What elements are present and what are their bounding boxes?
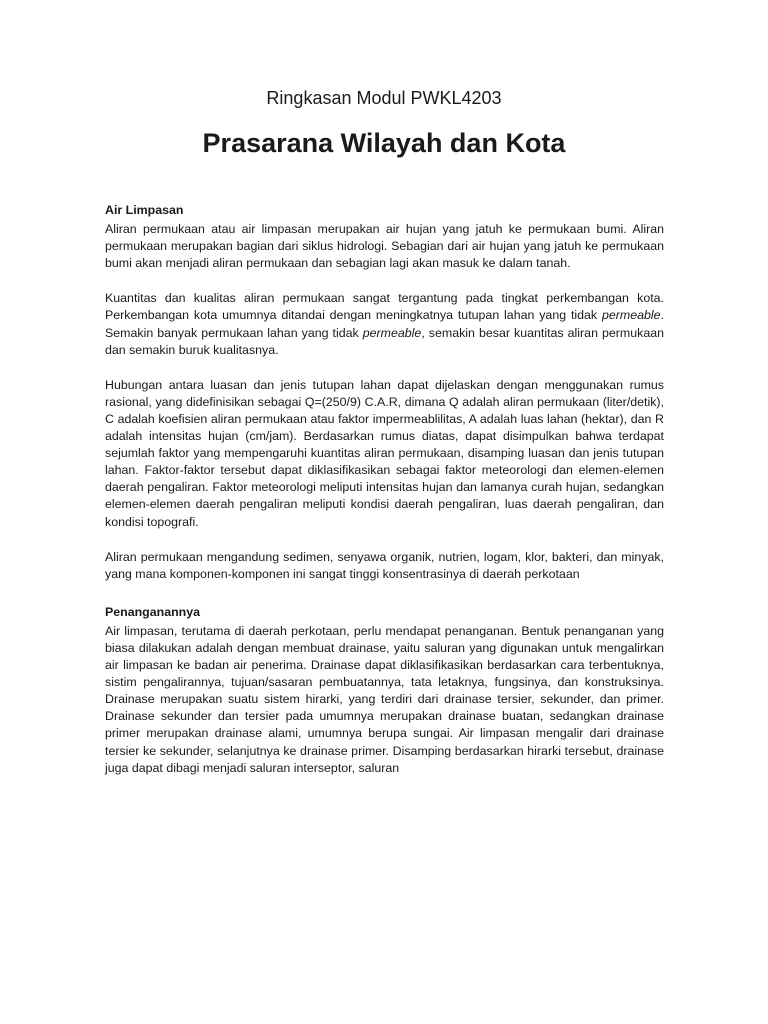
paragraph-3: Hubungan antara luasan dan jenis tutupan lahan dapat dijelaskan dengan menggunakan rumus rasional, yang didefinisikan sebagai Q=(250/9) C.A.R, dimana Q adalah aliran permukaan (liter/detik), C adalah koefisien aliran permukaan atau faktor impermeablilitas, A adalah luas lahan (hektar), dan R adalah intensitas hujan (cm/jam). Berdasarkan rumus diatas, dapat disimpulkan bahwa terdapat sejumlah faktor yang mempengaruhi kuantitas aliran permukaan, disamping luasan dan jenis tutupan lahan. Faktor-faktor tersebut dapat diklasifikasikan sebagai faktor meteorologi dan elemen-elemen daerah pengaliran. Faktor meteorologi meliputi intensitas hujan dan lamanya curah hujan, sedangkan elemen-elemen daerah pengaliran meliputi kondisi daerah pengaliran, luas daerah pengaliran, dan kondisi topografi. (105, 377, 664, 529)
section-heading-air-limpasan: Air Limpasan (105, 203, 184, 217)
paragraph-2-text-c: , semakin besar kuantitas aliran permukaan dan semakin buruk kualitasnya. (105, 325, 664, 357)
paragraph-2 (105, 290, 664, 358)
paragraph-2-italic-a: permeable (601, 308, 661, 323)
paragraph-5: Air limpasan, terutama di daerah perkotaan, perlu mendapat penanganan. Bentuk penanganan yang biasa dilakukan adalah dengan membuat drainase, yaitu saluran yang digunakan untuk mengalirkan air limpasan ke badan air penerima. Drainase dapat diklasifikasikan berdasarkan cara terbentuknya, sistim pengalirannya, tujuan/sasaran pembuatannya, tata letaknya, fungsinya, dan konstruksinya. Drainase merupakan suatu sistem hirarki, yang terdiri dari drainase tersier, sekunder, dan primer. Drainase sekunder dan tersier pada umumnya merupakan drainase buatan, sedangkan drainase primer merupakan drainase alami, umumnya berupa sungai. Air limpasan mengalir dari drainase tersier ke sekunder, selanjutnya ke drainase primer. Disamping berdasarkan hirarki tersebut, drainase juga dapat dibagi menjadi saluran interseptor, saluran (105, 623, 664, 775)
paragraph-1: Aliran permukaan atau air limpasan merupakan air hujan yang jatuh ke permukaan bumi. Aliran permukaan merupakan bagian dari siklus hidrologi. Sebagian dari air hujan yang jatuh ke permukaan bumi akan menjadi aliran permukaan dan sebagian lagi akan masuk ke dalam tanah. (105, 222, 664, 271)
section-heading-penanganannya: Penanganannya (105, 604, 201, 619)
document-title: Prasarana Wilayah dan Kota (202, 128, 566, 158)
paragraph-2-text-a: Kuantitas dan kualitas aliran permukaan sangat tergantung pada tingkat perkembangan kota. Perkembangan kota umumnya ditandai dengan meningkatnya tutupan lahan yang tidak (105, 291, 664, 323)
paragraph-2-text-b: . Semakin banyak permukaan lahan yang tidak (105, 308, 664, 340)
document-body (105, 202, 664, 777)
document-subtitle: Ringkasan Modul PWKL4203 (266, 88, 502, 108)
paragraph-2-italic-b: permeable (362, 325, 422, 340)
paragraph-4: Aliran permukaan mengandung sedimen, senyawa organik, nutrien, logam, klor, bakteri, dan minyak, yang mana komponen-komponen ini sangat tinggi konsentrasinya di daerah perkotaan (105, 549, 664, 581)
